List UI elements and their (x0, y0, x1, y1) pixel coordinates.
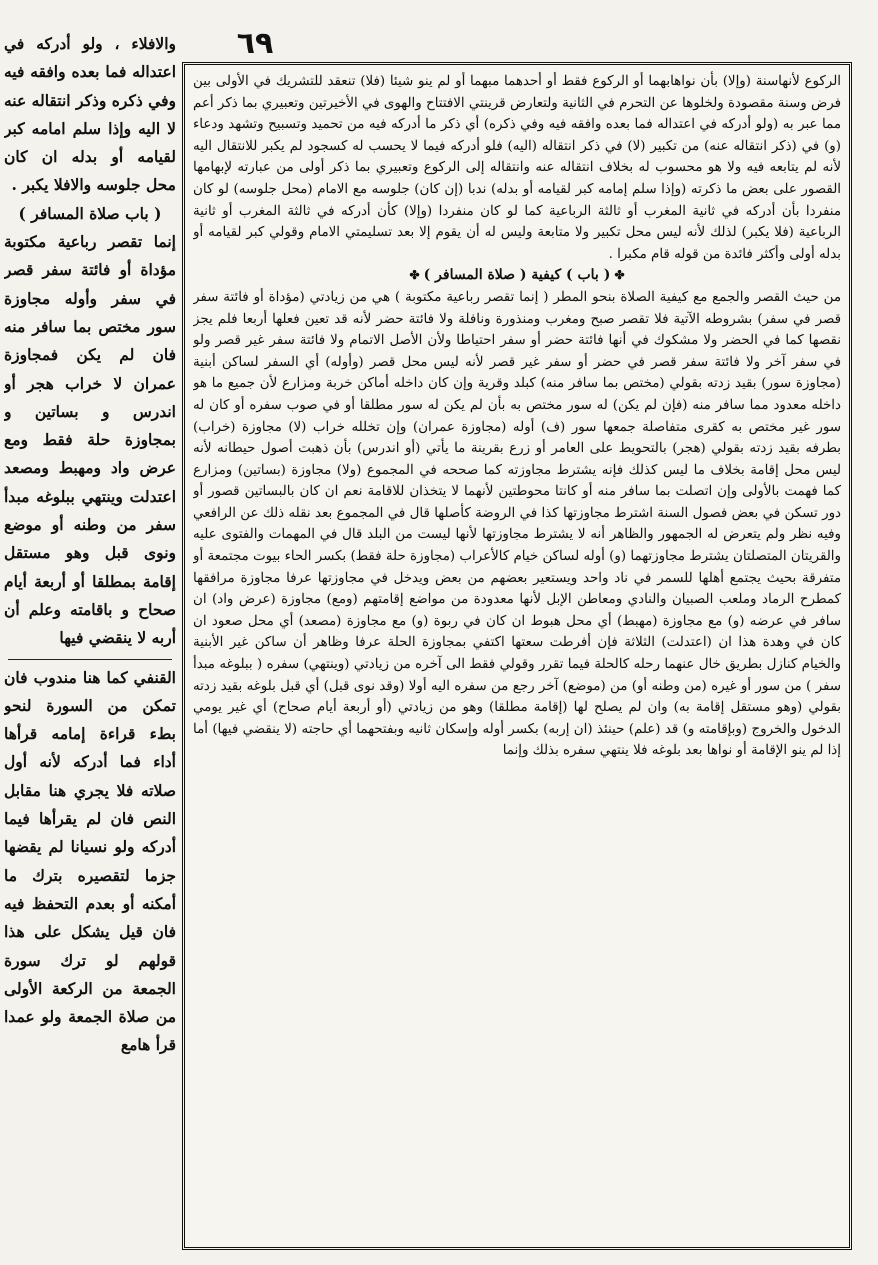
margin-chapter-heading: ( باب صلاة المسافر ) (18, 203, 162, 223)
main-paragraph-2: من حيث القصر والجمع مع كيفية الصلاة بنحو المطر ( إنما تقصر رباعية مكتوبة ) هي من زيادتي (مؤداة أو فائتة سفر قصر في سفر) بشروطه الآتية فلا تقصر صبح ومغرب ومنذورة ونافلة ولا فائتة حضر لأنه قد تعين فعلها أربعا فلم يجز نقصها كما في الحضر ولا مشكوك في أنها فائتة حضر أو سفر احتياطا ولأن الأصل الاتمام ولا فائتة سفر غير قصر ولو في سفر آخر ولا فائتة سفر قصر في حضر أو سفر غير قصر لأنه ليس محل قصر (وأوله) أي السفر لساكن أبنية (مجاوزة سور) بقيد زدته بقولي (مختص بما سافر منه) كبلد وقرية وإن كان داخله أماكن خربة ومزارع لأن جميع ما هو داخله معدود مما سافر منه (فإن لم يكن) له سور مختص به بأن لم يكن له سور مطلقا أو في صوب سفره أو كان له سور غير مختص به كقرى متفاصلة جمعها سور (ف) أوله (مجاوزة عمران) وإن تخلله خراب (لا) مجاوزة (خراب) بطرفه بقيد زدته بقولي (هجر) بالتحويط على العامر أو زرع بقرينة ما يأتي (أو اندرس) بأن ذهبت أصول حيطانه لأنه ليس محل إقامة بخلاف ما ليس كذلك فإنه يشترط مجاوزته كما صححه في المجموع (ولا) مجاوزة (بساتين) ومزارع كما فهمت بالأولى وإن اتصلت بما سافر منه أو كانتا محوطتين لأنهما لا يتخذان للاقامة نعم ان كان بالبساتين قصور أو دور تسكن في بعض فصول السنة اشترط مجاوزتها كذا في الروضة كأصلها قال في المجموع بعد نقله ذلك عن الرافعي وفيه نظر ولم يتعرض له الجمهور والظاهر أنه لا يشترط مجاوزتها لأنها ليست من البلد قال في المهمات والفتوى عليه والقريتان المتصلتان يشترط مجاوزتهما (و) أوله لساكن خيام كالأعراب (مجاوزة حلة فقط) بكسر الحاء بيوت مجتمعة أو متفرقة بحيث يجتمع أهلها للسمر في ناد واحد ويستعير بعضهم من بعض ويدخل في مجاوزتها عرفا مجاوزة مرافقها كمطرح الرماد وملعب الصبيان والنادي ومعاطن الإبل لأنها معدودة من مواضع إقامتهم (ومع) مجاوزة (عرض واد) ان سافر في عرضه (و) مع مجاوزة (مهبط) أي محل هبوط ان كان في ربوة (و) مع مجاوزة (مصعد) أي محل صعود ان كان في وهدة هذا ان (اعتدلت) الثلاثة فإن أفرطت سعتها اكتفي بمجاوزة الحلة عرفا وظاهر أن ساكن غير الأبنية والخيام كنازل بطريق خال عنهما رحله كالحلة فيما تقرر وقولي فقط الى آخره من زيادتي (وينتهي) سفره ( ببلوغه مبدأ سفر ) من سور أو غيره (من وطنه أو) من (موضع) آخر رجع من سفره اليه أولا (وقد نوى قبل) أي قبل بلوغه بقيد زدته بقولي (وهو مستقل إقامة به) وان لم يصلح لها (إقامة مطلقا) وهو من زيادتي (أو أربعة أيام صحاح) أي غير يومي الدخول والخروج (وبإقامته و) قد (علم) حينئذ (ان إربه) بكسر أوله وإسكان ثانيه وبفتحهما أي حاجته (لا ينقضي فيها) أما إذا لم ينو الإقامة أو نواها بعد بلوغه فلا ينتهي سفره بذلك وإنما (193, 289, 841, 759)
main-text-body (193, 71, 841, 1241)
margin-text-top: والافلاء ، ولو أدركه في اعتداله فما بعده وافقه فيه وفي ذكره وذكر انتقاله عنه لا اليه وإذا سلم امامه كبر لقيامه أو بدله ان كان محل جلوسه والافلا يكبر . (4, 34, 176, 195)
margin-text-middle: إنما تقصر رباعية مكتوبة مؤداة أو فائتة سفر قصر في سفر وأوله مجاوزة سور مختص بما سافر منه فان لم يكن فمجاوزة عمران لا خراب هجر أو اندرس و بساتين و بمجاوزة حلة فقط ومع عرض واد ومهبط ومصعد اعتدلت وينتهي ببلوغه مبدأ سفر من وطنه أو موضع ونوى قبل وهو مستقل إقامة بمطلقا أو أربعة أيام صحاح و باقامته وعلم أن أربه لا ينقضي فيها (4, 232, 176, 648)
main-text-frame (182, 62, 852, 1250)
page-number: ٦٩ (236, 26, 274, 61)
chapter-heading (193, 265, 841, 287)
chapter-heading-text: ( باب ) كيفية ( صلاة المسافر ) (423, 267, 611, 284)
margin-text-bottom: القنفي كما هنا مندوب فان تمكن من السورة لنحو بطء قراءة إمامه قرأها أداء فما أدركه لأنه أول صلاته فلا يجري هنا مقابل النص فان لم يقرأها فيما أدركه ولو نسيانا لم يقضها جزما لتقصيره بترك ما أمكنه أو بعدم التحفظ فيه فان قيل يشكل على هذا قولهم لو ترك سورة الجمعة من الركعة الأولى من صلاة الجمعة ولو عمدا قرأ هامع (4, 667, 176, 1055)
main-paragraph-1: الركوع لأنهاسنة (وإلا) بأن نواهابهما أو الركوع فقط أو أحدهما مبهما أو لم ينو شيئا (فلا) تنعقد للتشريك في الأولى بين فرض وسنة مقصودة ولخلوها عن التحرم في الثانية ولتعارض قرينتي الافتتاح والهوى في الأخيرتين وتعبيري بما ذكر أعم مما عبر به (ولو أدركه في اعتداله فما بعده وافقه فيه وفي ذكره) أي ذكر ما أدركه فيه من تحميد وتسبيح وتشهد ودعاء (و) في (ذكر انتقاله عنه) من تكبير (لا) في ذكر انتقاله (اليه) فلو أدركه فيما لا يحسب له كسجود لم يكبر للانتقال اليه لأنه لم يتابعه فيه ولا هو محسوب له بخلاف انتقاله عنه وانتقاله إلى الركوع وتعبيري بما ذكر أولى من عبارته لإبهامها القصور على بعض ما ذكرته (وإذا سلم إمامه كبر لقيامه أو بدله) ندبا (إن كان) جلوسه مع الامام (محل جلوسه) لو كان منفردا بأن أدركه في ثانية المغرب أو ثالثة الرباعية كما لو كان منفردا (وإلا) كأن أدركه في ثالثة المغرب أو ثانية الرباعية (فلا يكبر) لذلك لأنه ليس محل تكبير ولا متابعة وليس له أن يقوم إلا بعد تسليمتي الامام وقولي كبر لقيامه أو بدله أولى وأكثر فائدة من قوله قام مكبرا . (193, 74, 841, 262)
margin-commentary (4, 30, 176, 1255)
ornament-right-icon: ✤ (610, 268, 625, 283)
margin-divider (8, 659, 172, 660)
ornament-left-icon: ✤ (409, 268, 424, 283)
